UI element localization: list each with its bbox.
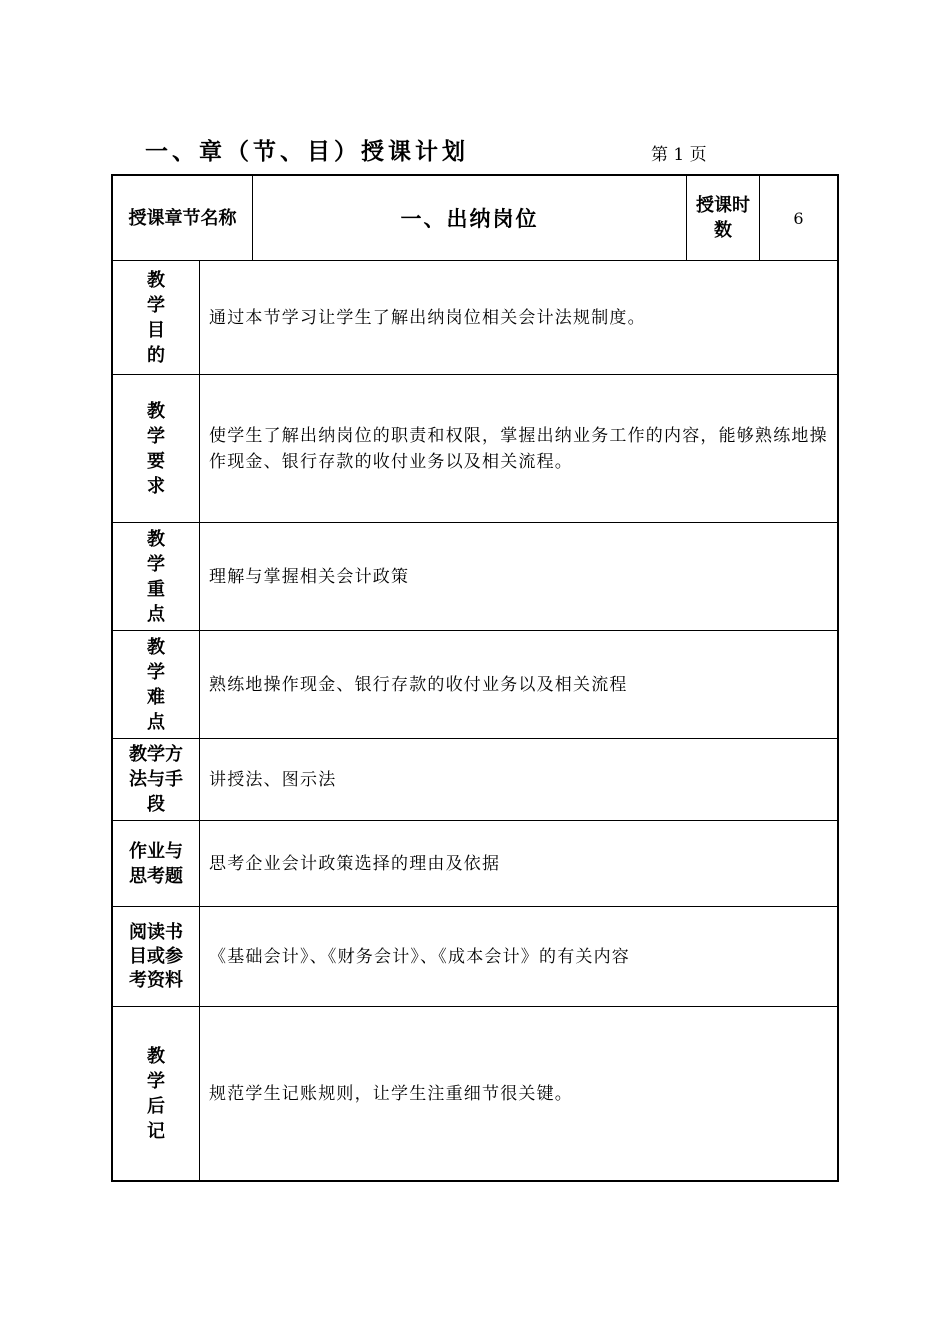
page-number: 第 1 页 <box>651 145 707 165</box>
row-label: 作业与思考题 <box>129 840 183 887</box>
row-content-cell <box>200 631 837 738</box>
row-label-cell <box>113 1007 199 1180</box>
row-content: 规范学生记账规则，让学生注重细节很关键。 <box>209 1083 573 1104</box>
row-label-cell <box>113 523 199 630</box>
row-label: 教学目的 <box>147 269 165 366</box>
row-label: 教学方法与手段 <box>129 744 183 815</box>
row-content: 《基础会计》、《财务会计》、《成本会计》的有关内容 <box>209 946 630 967</box>
hours-label-cell <box>687 176 759 260</box>
row-label-cell <box>113 375 199 522</box>
row-label: 教学后记 <box>147 1045 165 1142</box>
row-label-cell <box>113 821 199 906</box>
chapter-label-cell <box>113 176 252 260</box>
row-content: 使学生了解出纳岗位的职责和权限，掌握出纳业务工作的内容，能够熟练地操作现金、银行存款的收付业务以及相关流程。 <box>209 425 828 472</box>
row-label: 教学要求 <box>147 400 165 497</box>
row-content-cell <box>200 261 837 374</box>
row-content-cell <box>200 523 837 630</box>
row-content: 理解与掌握相关会计政策 <box>209 566 410 587</box>
hours-value: 6 <box>793 208 804 228</box>
hours-label: 授课时数 <box>696 195 750 241</box>
row-content: 讲授法、图示法 <box>209 769 337 790</box>
chapter-name: 一、出纳岗位 <box>400 207 539 231</box>
row-content: 熟练地操作现金、银行存款的收付业务以及相关流程 <box>209 674 628 695</box>
row-label-cell <box>113 631 199 738</box>
row-content-cell <box>200 1007 837 1180</box>
chapter-label: 授课章节名称 <box>128 207 237 229</box>
row-label-cell <box>113 261 199 374</box>
row-content-cell <box>200 375 837 522</box>
chapter-name-cell <box>253 176 686 260</box>
row-content-cell <box>200 739 837 820</box>
row-label: 阅读书目或参考资料 <box>129 921 183 991</box>
row-content: 思考企业会计政策选择的理由及依据 <box>209 853 501 874</box>
row-label-cell <box>113 739 199 820</box>
row-content: 通过本节学习让学生了解出纳岗位相关会计法规制度。 <box>209 307 646 328</box>
row-content-cell <box>200 907 837 1006</box>
hours-value-cell <box>760 176 837 260</box>
row-label: 教学难点 <box>147 636 165 733</box>
row-label-cell <box>113 907 199 1006</box>
row-content-cell <box>200 821 837 906</box>
row-label: 教学重点 <box>147 528 165 625</box>
page-title: 一、章（节、目）授课计划 <box>145 139 469 165</box>
